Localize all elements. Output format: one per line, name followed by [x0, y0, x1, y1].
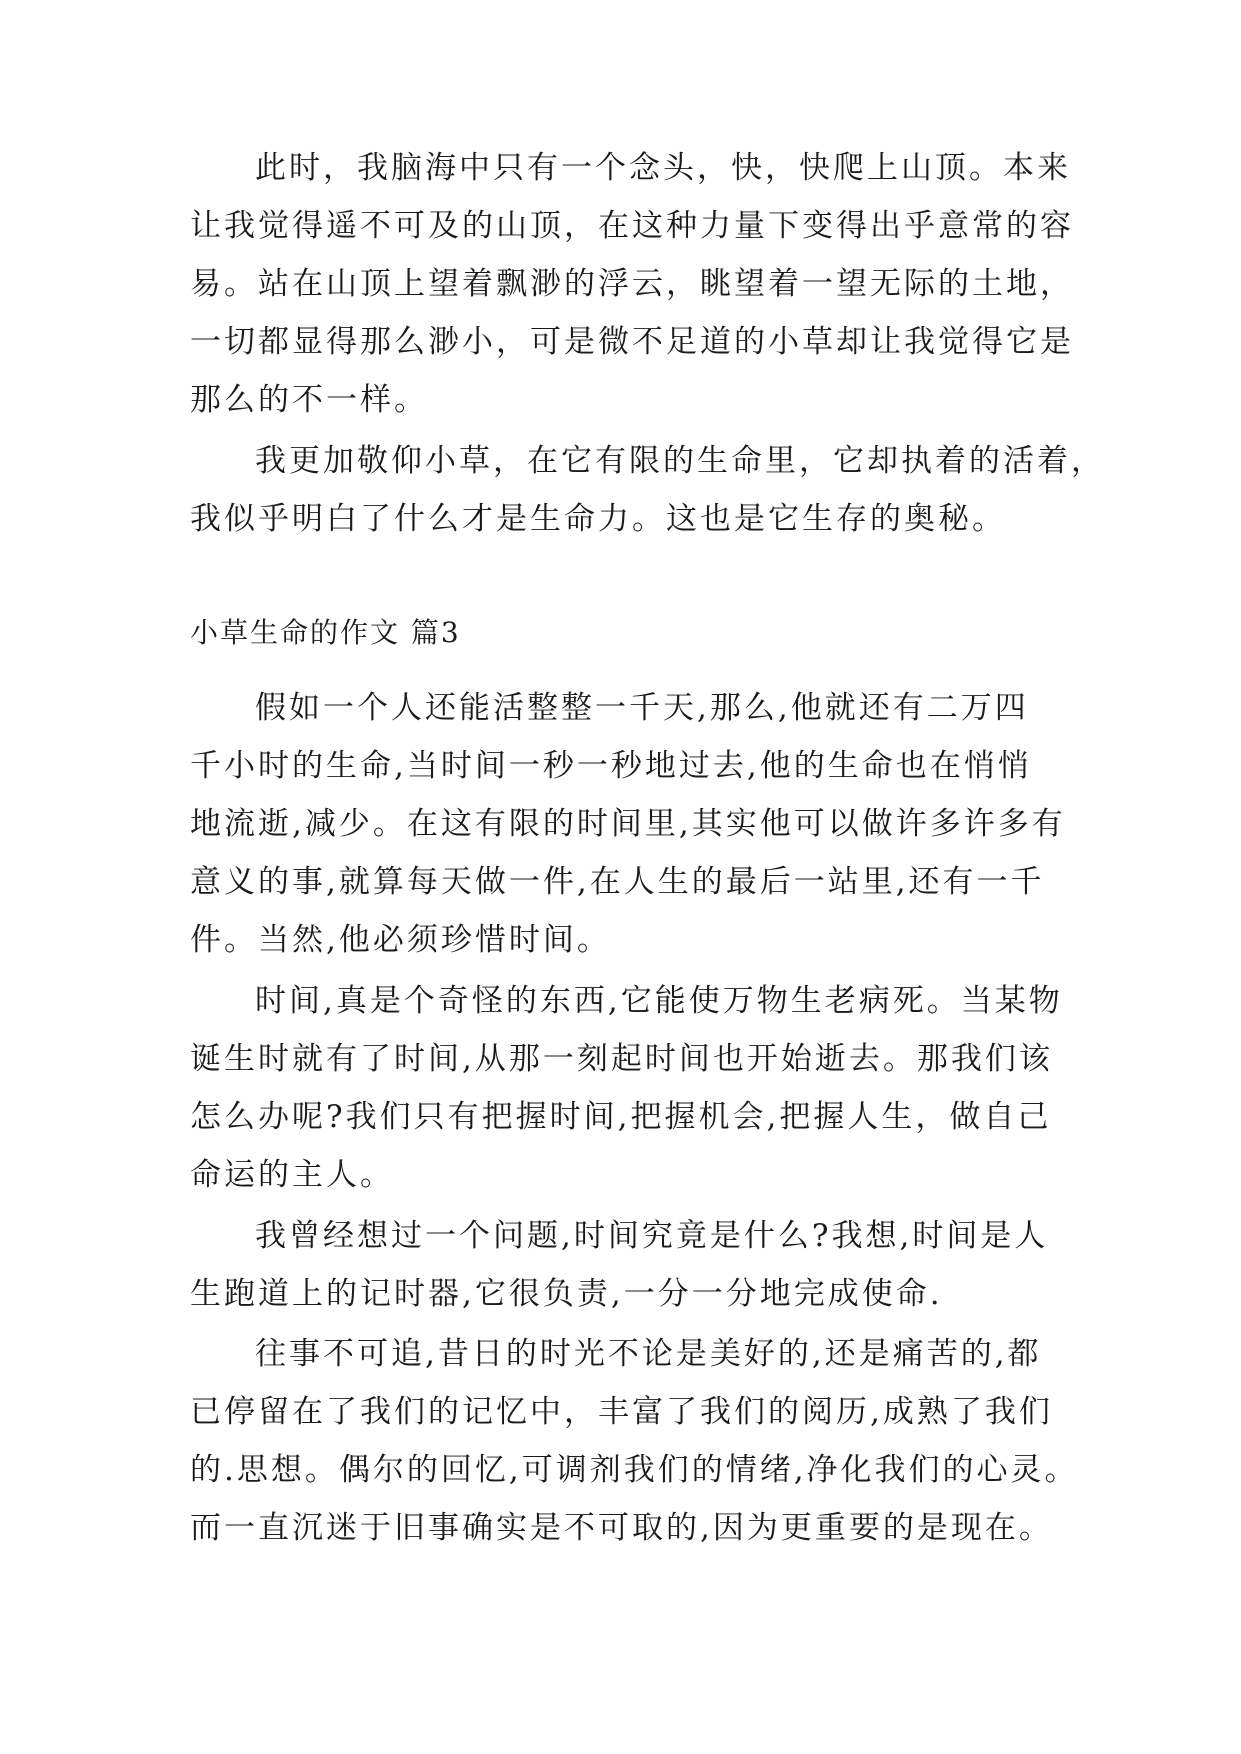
- paragraph-1-line-5: 那么的不一样。: [190, 382, 428, 418]
- paragraph-1-line-1: 此时，我脑海中只有一个念头，快，快爬上山顶。本来: [255, 150, 1071, 186]
- paragraph-6-line-1: 往事不可追,昔日的时光不论是美好的,还是痛苦的,都: [255, 1336, 1042, 1372]
- paragraph-6-line-2: 已停留在了我们的记忆中，丰富了我们的阅历,成熟了我们: [190, 1394, 1053, 1430]
- paragraph-3-line-5: 件。当然,他必须珍惜时间。: [190, 922, 611, 958]
- paragraph-5-line-1: 我曾经想过一个问题,时间究竟是什么?我想,时间是人: [255, 1218, 1049, 1254]
- paragraph-3-line-2: 千小时的生命,当时间一秒一秒地过去,他的生命也在悄悄: [190, 748, 1032, 784]
- paragraph-6-line-4: 而一直沉迷于旧事确实是不可取的,因为更重要的是现在。: [190, 1510, 1053, 1546]
- paragraph-1-line-3: 易。站在山顶上望着飘渺的浮云，眺望着一望无际的土地，: [190, 266, 1074, 302]
- paragraph-2-line-2: 我似乎明白了什么才是生命力。这也是它生存的奥秘。: [190, 501, 1006, 537]
- paragraph-4-line-4: 命运的主人。: [190, 1157, 394, 1193]
- paragraph-1-line-2: 让我觉得遥不可及的山顶，在这种力量下变得出乎意常的容: [190, 208, 1074, 244]
- paragraph-3-line-1: 假如一个人还能活整整一千天,那么,他就还有二万四: [255, 690, 1029, 726]
- section-title: 小草生命的作文 篇3: [190, 616, 461, 649]
- paragraph-3-line-3: 地流逝,减少。在这有限的时间里,其实他可以做许多许多有: [190, 806, 1066, 842]
- paragraph-2-line-1: 我更加敬仰小草，在它有限的生命里，它却执着的活着，: [255, 443, 1105, 479]
- paragraph-4-line-2: 诞生时就有了时间,从那一刻起时间也开始逝去。那我们该: [190, 1041, 1053, 1077]
- paragraph-1-line-4: 一切都显得那么渺小，可是微不足道的小草却让我觉得它是: [190, 324, 1074, 360]
- paragraph-3-line-4: 意义的事,就算每天做一件,在人生的最后一站里,还有一千: [190, 864, 1045, 900]
- paragraph-4-line-1: 时间,真是个奇怪的东西,它能使万物生老病死。当某物: [255, 983, 1063, 1019]
- paragraph-6-line-3: 的.思想。偶尔的回忆,可调剂我们的情绪,净化我们的心灵。: [190, 1452, 1079, 1488]
- paragraph-5-line-2: 生跑道上的记时器,它很负责,一分一分地完成使命.: [190, 1276, 943, 1312]
- paragraph-4-line-3: 怎么办呢?我们只有把握时间,把握机会,把握人生，做自己: [190, 1099, 1052, 1135]
